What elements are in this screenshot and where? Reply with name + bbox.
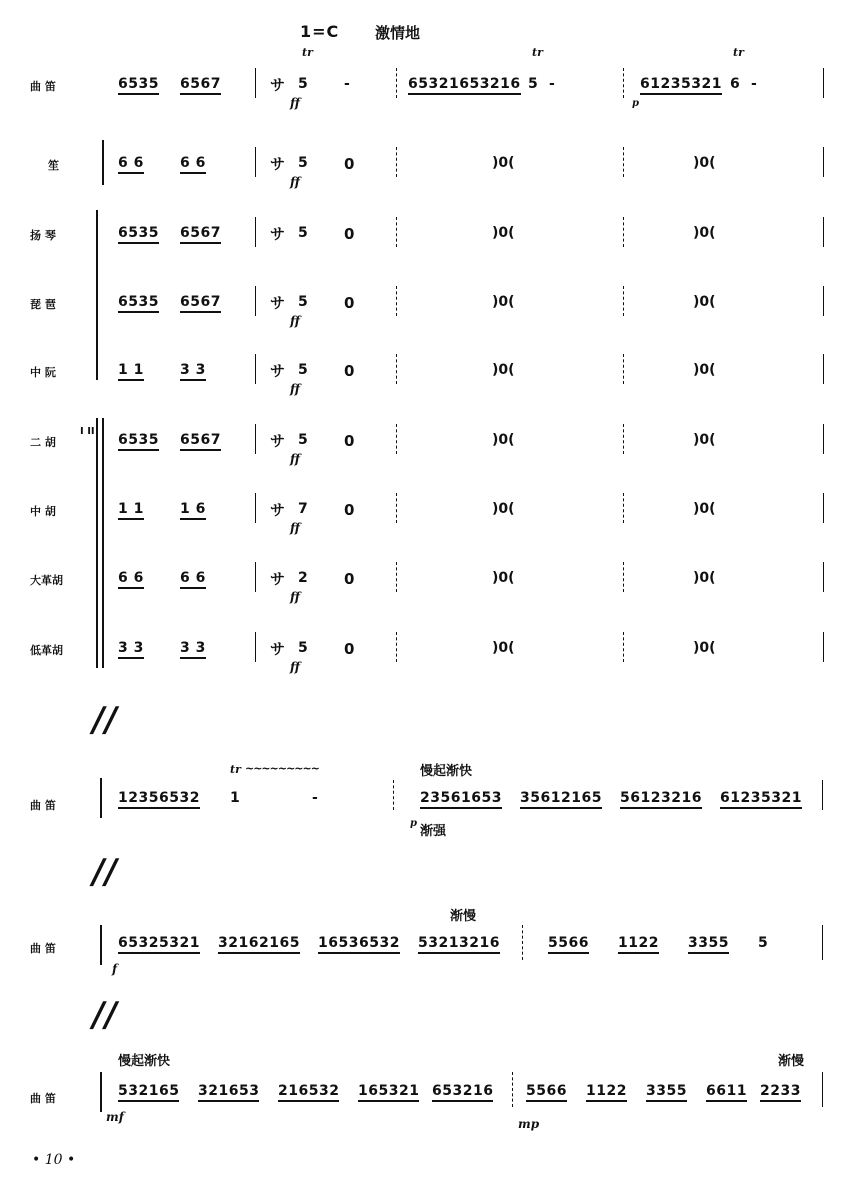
barline — [396, 354, 397, 384]
dynamic-mark: ff — [290, 660, 300, 674]
note: 6 - — [730, 76, 758, 92]
rest-zero: 0 — [344, 225, 355, 243]
instrument-label: 大革胡 — [30, 574, 63, 587]
barline — [822, 925, 823, 960]
rest-zero: 0 — [344, 501, 355, 519]
barline — [623, 286, 624, 316]
barline — [623, 493, 624, 523]
rest-mark: )0( — [492, 225, 515, 241]
barline — [396, 562, 397, 592]
note: 5 - — [528, 76, 556, 92]
rest-zero: 0 — [344, 155, 355, 173]
rest-zero: 0 — [344, 432, 355, 450]
barline — [823, 286, 824, 316]
barline — [823, 424, 824, 454]
instrument-label: 扬 琴 — [30, 229, 56, 242]
barline — [623, 217, 624, 247]
rest-mark: )0( — [693, 155, 716, 171]
note-group: 16536532 — [318, 935, 400, 954]
note: 5 — [298, 76, 309, 92]
sa-symbol: サ — [270, 640, 286, 658]
note-group: 532165 — [118, 1083, 179, 1102]
barline — [623, 562, 624, 592]
rest-mark: )0( — [492, 432, 515, 448]
rest-mark: )0( — [492, 640, 515, 656]
note-group: 2233 — [760, 1083, 801, 1102]
note: 7 — [298, 501, 309, 517]
barline — [396, 632, 397, 662]
system-separator: // — [88, 995, 121, 1035]
note-group: 3 3 — [180, 640, 206, 659]
barline — [623, 354, 624, 384]
brace — [100, 925, 107, 965]
key-signature: 1=C — [300, 22, 340, 41]
rest-mark: )0( — [492, 570, 515, 586]
barline — [822, 1072, 823, 1107]
rest-mark: )0( — [492, 294, 515, 310]
note-group: 3 3 — [118, 640, 144, 659]
barline — [623, 147, 624, 177]
note-group: 1122 — [618, 935, 659, 954]
barline — [396, 217, 397, 247]
dash: - — [344, 76, 350, 92]
rest-mark: )0( — [693, 225, 716, 241]
expression-text: 渐慢 — [778, 1054, 805, 1069]
barline — [823, 147, 824, 177]
barline — [255, 493, 256, 523]
note-group: 1 1 — [118, 501, 144, 520]
barline — [396, 68, 397, 98]
note: 5 — [298, 362, 309, 378]
note-group: 6567 — [180, 294, 221, 313]
note: 5 — [298, 225, 309, 241]
dynamic-mark: ff — [290, 175, 300, 189]
barline — [623, 632, 624, 662]
dynamic-mark: f — [112, 962, 118, 976]
rest-mark: )0( — [492, 501, 515, 517]
brace-sheng — [102, 140, 109, 185]
sa-symbol: サ — [270, 501, 286, 519]
note-group: 1 1 — [118, 362, 144, 381]
barline — [823, 493, 824, 523]
barline — [623, 68, 624, 98]
barline — [396, 424, 397, 454]
note: 2 — [298, 570, 309, 586]
instrument-label: 笙 — [48, 159, 59, 172]
note-group: 5566 — [526, 1083, 567, 1102]
barline — [823, 632, 824, 662]
dynamic-mark: ff — [290, 382, 300, 396]
barline — [396, 493, 397, 523]
note-group: 6535 — [118, 225, 159, 244]
instrument-label: 曲 笛 — [30, 799, 56, 812]
note-group: 653216 — [432, 1083, 493, 1102]
note-group: 321653 — [198, 1083, 259, 1102]
note-group: 6535 — [118, 294, 159, 313]
rest-zero: 0 — [344, 362, 355, 380]
note-group: 6567 — [180, 76, 221, 95]
rest-zero: 0 — [344, 294, 355, 312]
barline — [823, 354, 824, 384]
dynamic-mark: ff — [290, 96, 300, 110]
dynamic-mark: mp — [518, 1117, 540, 1131]
note: 5 — [298, 294, 309, 310]
trill-wave: ~~~~~~~~~ — [245, 762, 319, 775]
note: 5 — [298, 155, 309, 171]
rest-mark: )0( — [693, 362, 716, 378]
note: 5 — [298, 432, 309, 448]
rest-zero: 0 — [344, 640, 355, 658]
sa-symbol: サ — [270, 225, 286, 243]
rest-mark: )0( — [693, 570, 716, 586]
instrument-label: 曲 笛 — [30, 1092, 56, 1105]
sa-symbol: サ — [270, 155, 286, 173]
trill-mark: tr — [230, 763, 241, 776]
rest-mark: )0( — [492, 155, 515, 171]
sa-symbol: サ — [270, 570, 286, 588]
sa-symbol: サ — [270, 362, 286, 380]
instrument-label: 琵 琶 — [30, 298, 56, 311]
note-group: 6567 — [180, 432, 221, 451]
page-number: • 10 • — [32, 1152, 76, 1168]
expression-text: 慢起渐快 — [118, 1054, 171, 1069]
sa-symbol: サ — [270, 294, 286, 312]
sa-symbol: サ — [270, 432, 286, 450]
rest-mark: )0( — [693, 432, 716, 448]
note-group: 6567 — [180, 225, 221, 244]
barline — [255, 286, 256, 316]
barline — [822, 780, 823, 810]
barline — [255, 424, 256, 454]
barline — [255, 147, 256, 177]
instrument-label: 低革胡 — [30, 644, 63, 657]
barline — [255, 562, 256, 592]
system-separator: // — [88, 852, 121, 892]
note-group: 61235321 — [720, 790, 802, 809]
trill-mark: tr — [302, 46, 313, 59]
brace — [100, 1072, 107, 1112]
note: 5 — [298, 640, 309, 656]
barline — [623, 424, 624, 454]
barline — [512, 1072, 513, 1107]
note-group: 165321 — [358, 1083, 419, 1102]
barline — [255, 217, 256, 247]
note-group: 61235321 — [640, 76, 722, 95]
rest-mark: )0( — [693, 640, 716, 656]
note-group: 32162165 — [218, 935, 300, 954]
note: 1 — [230, 790, 241, 806]
barline — [522, 925, 523, 960]
note-group: 65325321 — [118, 935, 200, 954]
system-separator: // — [88, 700, 121, 740]
note-group: 3355 — [646, 1083, 687, 1102]
barline — [823, 562, 824, 592]
dynamic-mark: ff — [290, 590, 300, 604]
note-group: 56123216 — [620, 790, 702, 809]
trill-mark: tr — [532, 46, 543, 59]
instrument-label: 中 阮 — [30, 366, 56, 379]
note-group: 12356532 — [118, 790, 200, 809]
instrument-label: 曲 笛 — [30, 80, 56, 93]
note-group: 6611 — [706, 1083, 747, 1102]
note-group: 6 6 — [180, 570, 206, 589]
dynamic-mark: p — [410, 818, 417, 829]
rest-zero: 0 — [344, 570, 355, 588]
note-group: 6 6 — [180, 155, 206, 174]
note-group: 23561653 — [420, 790, 502, 809]
note-group: 35612165 — [520, 790, 602, 809]
brace — [100, 778, 107, 818]
barline — [823, 68, 824, 98]
note-group: 1122 — [586, 1083, 627, 1102]
note-group: 53213216 — [418, 935, 500, 954]
expression-text: 渐慢 — [450, 909, 477, 924]
note-group: 6535 — [118, 432, 159, 451]
rest-mark: )0( — [693, 501, 716, 517]
dynamic-mark: ff — [290, 452, 300, 466]
trill-mark: tr — [733, 46, 744, 59]
expression-text: 渐强 — [420, 824, 447, 839]
sa-symbol: サ — [270, 76, 286, 94]
dynamic-mark: ff — [290, 521, 300, 535]
note-group: 216532 — [278, 1083, 339, 1102]
tempo-marking: 激情地 — [375, 24, 421, 42]
dynamic-mark: mf — [106, 1110, 124, 1124]
part-marker: I II — [80, 426, 95, 437]
barline — [255, 68, 256, 98]
note-group: 1 6 — [180, 501, 206, 520]
dynamic-mark: ff — [290, 314, 300, 328]
note-group: 5566 — [548, 935, 589, 954]
note-group: 6 6 — [118, 155, 144, 174]
barline — [396, 147, 397, 177]
barline — [255, 632, 256, 662]
instrument-label: 曲 笛 — [30, 942, 56, 955]
dynamic-mark: p — [632, 98, 639, 109]
note-group: 65321653216 — [408, 76, 521, 95]
note-group: 6 6 — [118, 570, 144, 589]
brace-plucked — [96, 210, 103, 380]
instrument-label: 二 胡 — [30, 436, 56, 449]
barline — [823, 217, 824, 247]
barline — [393, 780, 394, 810]
brace-bowed-inner — [102, 418, 109, 668]
instrument-label: 中 胡 — [30, 505, 56, 518]
barline — [396, 286, 397, 316]
note: 5 — [758, 935, 769, 951]
note-group: 3 3 — [180, 362, 206, 381]
expression-text: 慢起渐快 — [420, 764, 473, 779]
rest-mark: )0( — [492, 362, 515, 378]
rest-mark: )0( — [693, 294, 716, 310]
dash: - — [312, 790, 318, 806]
barline — [255, 354, 256, 384]
note-group: 6535 — [118, 76, 159, 95]
note-group: 3355 — [688, 935, 729, 954]
